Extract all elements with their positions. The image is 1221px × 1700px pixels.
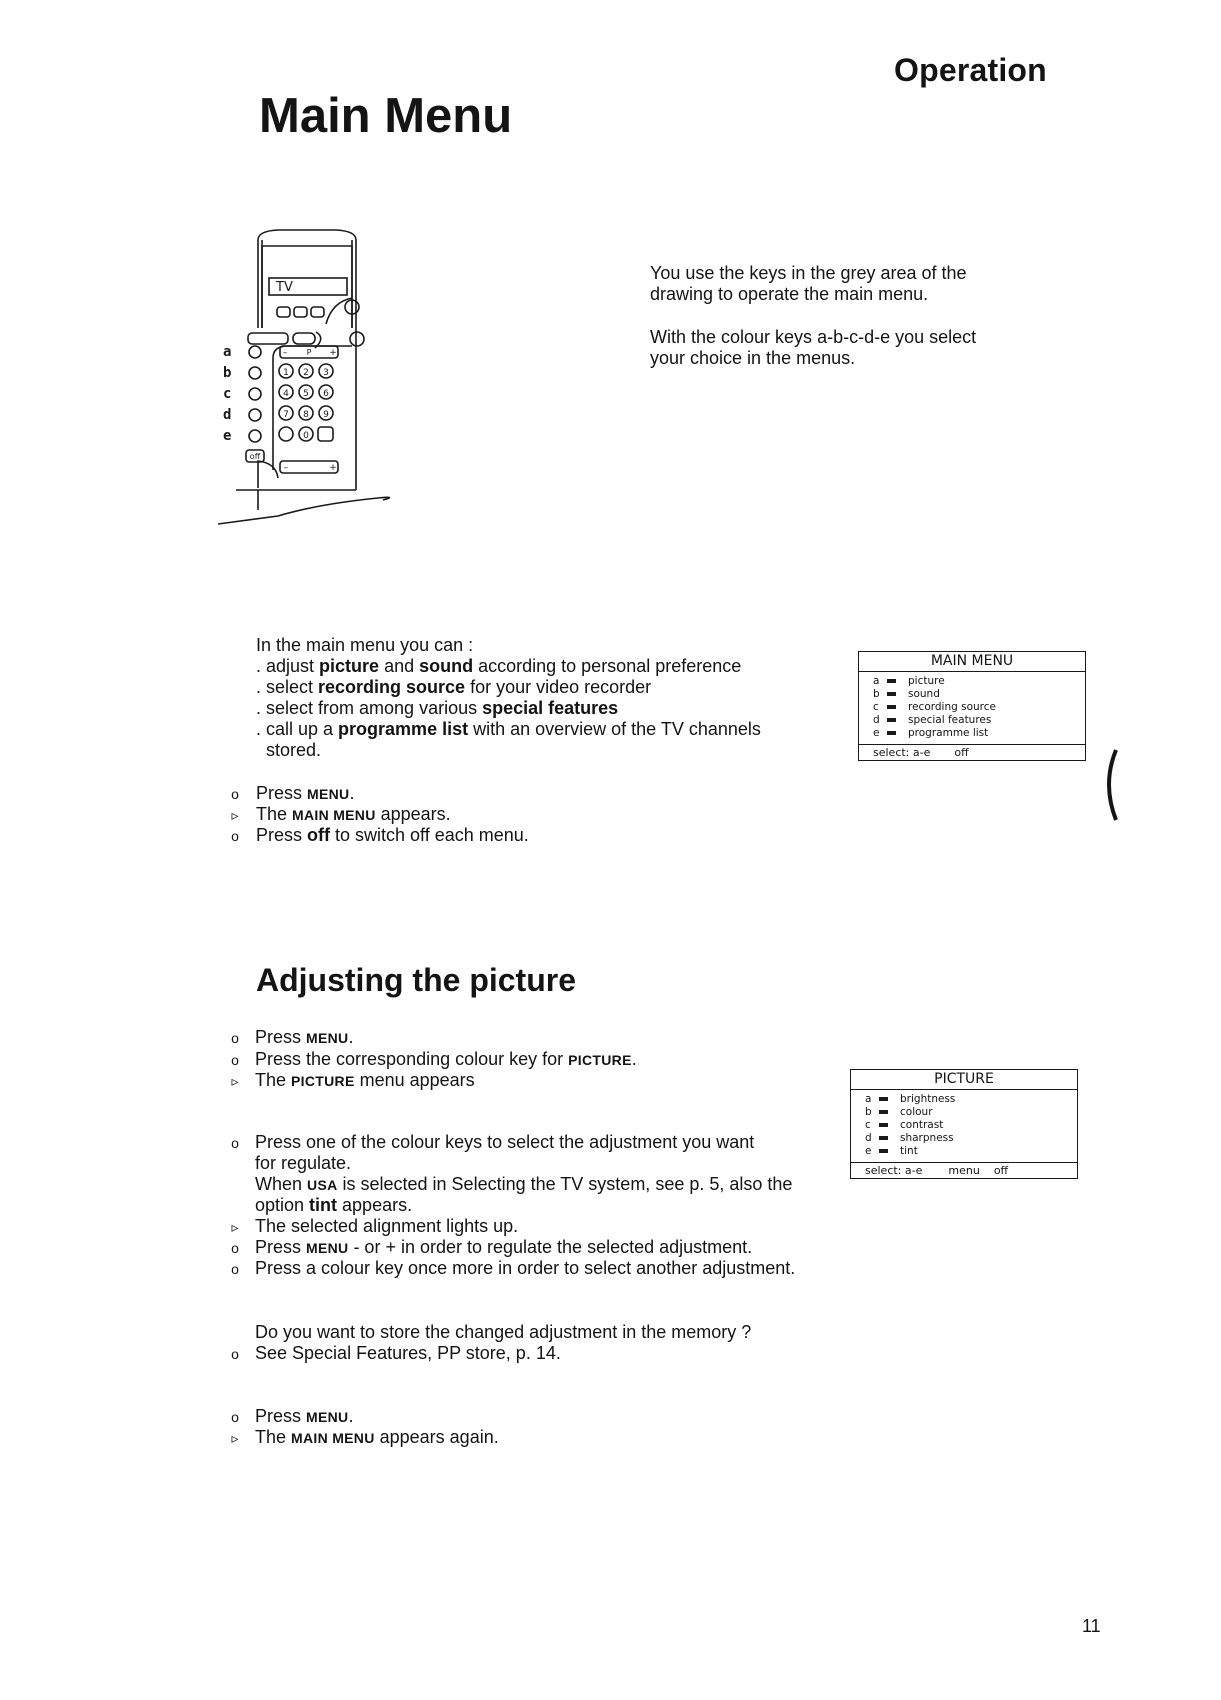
step-main-menu-appears: The MAIN MENU appears. (256, 804, 451, 824)
step-bullet: o (231, 828, 239, 844)
store-question: Do you want to store the changed adjustment in the memory ? (255, 1322, 752, 1342)
intro-line-1: You use the keys in the grey area of the (650, 263, 967, 283)
remote-digit-0: 0 (303, 431, 309, 441)
svg-text:–: – (282, 348, 288, 358)
picture-step-6: Press MENU - or + in order to regulate the selected adjustment. (255, 1237, 753, 1257)
result-bullet: ▹ (231, 1430, 239, 1446)
result-bullet: ▹ (231, 807, 239, 823)
page-title: Main Menu (259, 89, 513, 143)
section-label: Operation (894, 52, 1047, 88)
picture-option-colour: b colour (865, 1106, 933, 1118)
remote-off-label: off (249, 452, 261, 461)
colour-key-letter-b: b (223, 365, 232, 381)
picture-step-4-cont: for regulate. (255, 1153, 352, 1173)
main-menu-screen (858, 651, 1086, 761)
picture-menu-screen-title: PICTURE (851, 1070, 1077, 1090)
svg-text:+: + (329, 348, 337, 358)
picture-step-4: Press one of the colour keys to select the adjustment you want (255, 1132, 755, 1152)
remote-digit-3: 3 (323, 368, 329, 378)
margin-bracket-mark (1104, 748, 1144, 828)
remote-display-text: TV (276, 280, 293, 295)
step-press-off: Press off to switch off each menu. (256, 825, 529, 845)
step-press-menu: Press MENU. (256, 783, 355, 803)
remote-digit-5: 5 (303, 389, 309, 399)
step-bullet: o (231, 1052, 239, 1068)
intro-line-3: With the colour keys a-b-c-d-e you select (650, 327, 977, 347)
picture-option-contrast: c contrast (865, 1119, 944, 1131)
colour-key-letter-e: e (223, 428, 232, 444)
main-menu-item-2: . select recording source for your video recorder (256, 677, 652, 697)
remote-control-illustration (218, 228, 418, 528)
step-bullet: o (231, 1261, 239, 1277)
picture-step-3: The PICTURE menu appears (255, 1070, 475, 1090)
remote-digit-9: 9 (323, 410, 329, 420)
step-bullet: o (231, 1030, 239, 1046)
step-bullet: o (231, 786, 239, 802)
main-menu-option-picture: a picture (873, 675, 945, 687)
picture-step-5: The selected alignment lights up. (255, 1216, 519, 1236)
step-bullet: o (231, 1240, 239, 1256)
picture-step-10: The MAIN MENU appears again. (255, 1427, 499, 1447)
main-menu-item-4-cont: stored. (266, 740, 322, 760)
remote-digit-8: 8 (303, 410, 309, 420)
remote-digit-7: 7 (283, 410, 289, 420)
intro-line-4: your choice in the menus. (650, 348, 856, 368)
main-menu-option-special-features: d special features (873, 714, 992, 726)
main-menu-option-sound: b sound (873, 688, 940, 700)
intro-line-2: drawing to operate the main menu. (650, 284, 929, 304)
svg-text:+: + (329, 463, 337, 473)
picture-option-brightness: a brightness (865, 1093, 956, 1105)
colour-key-letter-c: c (223, 386, 232, 402)
remote-digit-4: 4 (283, 389, 289, 399)
page-number: 11 (1082, 1616, 1101, 1636)
main-menu-option-programme-list: e programme list (873, 727, 989, 739)
step-bullet: o (231, 1409, 239, 1425)
main-menu-item-1: . adjust picture and sound according to personal preference (256, 656, 742, 676)
picture-step-7: Press a colour key once more in order to select another adjustment. (255, 1258, 796, 1278)
picture-step-8: See Special Features, PP store, p. 14. (255, 1343, 561, 1363)
picture-option-sharpness: d sharpness (865, 1132, 954, 1144)
remote-digit-1: 1 (283, 368, 289, 378)
picture-step-4-note-2: option tint appears. (255, 1195, 413, 1215)
result-bullet: ▹ (231, 1073, 239, 1089)
main-menu-item-3: . select from among various special features (256, 698, 619, 718)
picture-menu-screen-footer: select: a-e menu off (851, 1162, 1077, 1178)
picture-menu-screen (850, 1069, 1078, 1179)
colour-key-letter-a: a (223, 344, 232, 360)
step-bullet: o (231, 1135, 239, 1151)
main-menu-lead: In the main menu you can : (256, 635, 474, 655)
main-menu-screen-footer: select: a-e off (859, 744, 1085, 760)
main-menu-item-4: . call up a programme list with an overview of the TV channels (256, 719, 761, 739)
colour-key-letter-d: d (223, 407, 232, 423)
picture-step-1: Press MENU. (255, 1027, 354, 1047)
remote-digit-6: 6 (323, 389, 329, 399)
svg-text:P: P (306, 348, 312, 357)
picture-step-4-note: When USA is selected in Selecting the TV system, see p. 5, also the (255, 1174, 793, 1194)
section-title-adjusting-picture: Adjusting the picture (256, 962, 576, 998)
picture-step-2: Press the corresponding colour key for PICTURE. (255, 1049, 637, 1069)
picture-option-tint: e tint (865, 1145, 918, 1157)
remote-digit-2: 2 (303, 368, 309, 378)
main-menu-screen-title: MAIN MENU (859, 652, 1085, 672)
main-menu-option-recording-source: c recording source (873, 701, 996, 713)
step-bullet: o (231, 1346, 239, 1362)
picture-step-9: Press MENU. (255, 1406, 354, 1426)
result-bullet: ▹ (231, 1219, 239, 1235)
svg-text:–: – (283, 463, 289, 473)
